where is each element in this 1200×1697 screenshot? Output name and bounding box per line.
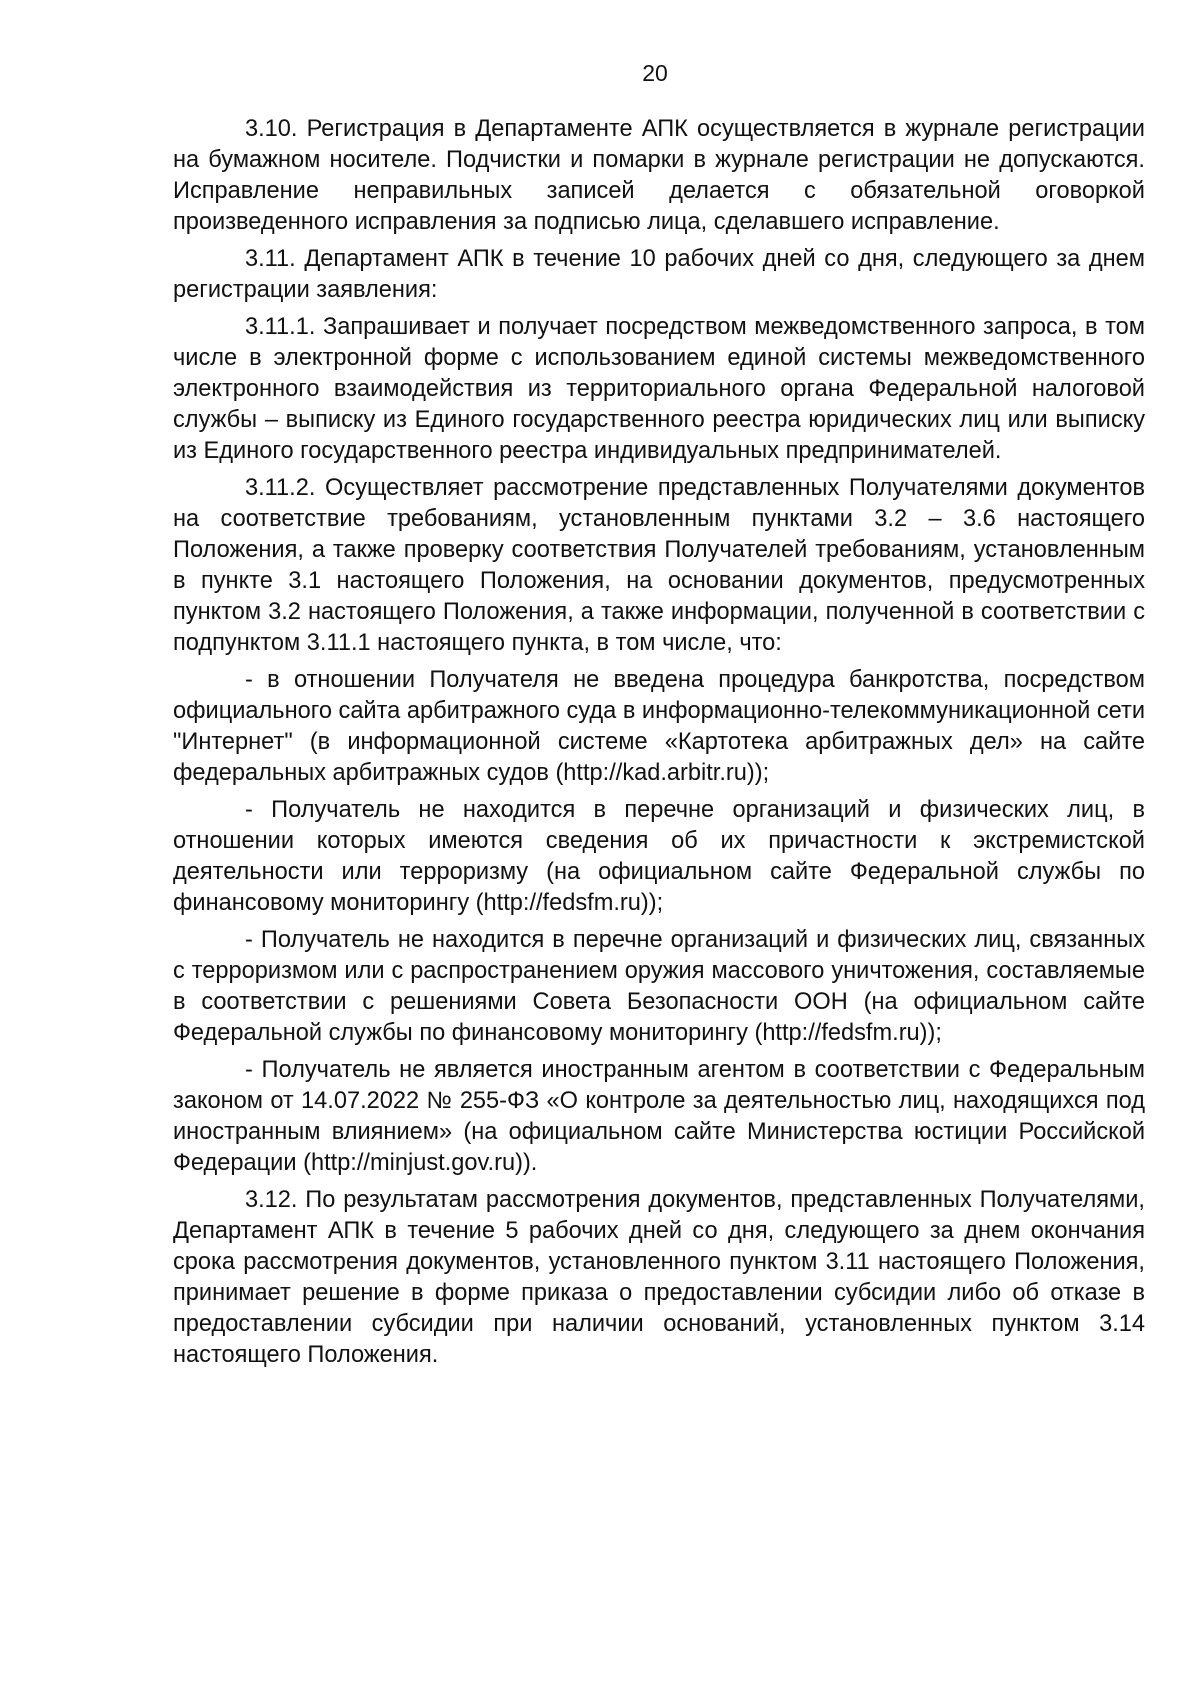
list-item-extremism: - Получатель не находится в перечне организаций и физических лиц, в отношении которых имеются сведения об их причастности к экстремистской деятельности или терроризму (на официальном сайте Федеральной службы по финансовому мониторингу (http://fedsfm.ru)); xyxy=(173,797,1145,916)
paragraph-3-12: 3.12. По результатам рассмотрения документов, представленных Получателями, Департамент АПК в течение 5 рабочих дней со дня, следующего за днем окончания срока рассмотрения документов, установленного пунктом 3.11 настоящего Положения, принимает решение в форме приказа о предоставлении субсидии либо об отказе в предоставлении субсидии при наличии оснований, установленных пунктом 3.14 настоящего Положения. xyxy=(173,1187,1145,1368)
document-body xyxy=(173,114,1145,1377)
page-number: 20 xyxy=(642,60,668,86)
paragraph-3-10: 3.10. Регистрация в Департаменте АПК осуществляется в журнале регистрации на бумажном носителе. Подчистки и помарки в журнале регистрации не допускаются. Исправление неправильных записей делается с обязательной оговоркой произведенного исправления за подписью лица, сделавшего исправление. xyxy=(173,116,1145,235)
paragraph-3-11-1: 3.11.1. Запрашивает и получает посредством межведомственного запроса, в том числе в электронной форме с использованием единой системы межведомственного электронного взаимодействия из территориального органа Федеральной налоговой службы – выписку из Единого государственного реестра юридических лиц или выписку из Единого государственного реестра индивидуальных предпринимателей. xyxy=(173,314,1145,464)
list-item-bankruptcy: - в отношении Получателя не введена процедура банкротства, посредством официального сайта арбитражного суда в информационно-телекоммуникационной сети "Интернет" (в информационной системе «Картотека арбитражных дел» на сайте федеральных арбитражных судов (http://kad.arbitr.ru)); xyxy=(173,667,1145,786)
paragraph-3-11-2: 3.11.2. Осуществляет рассмотрение представленных Получателями документов на соответствие требованиям, установленным пунктами 3.2 – 3.6 настоящего Положения, а также проверку соответствия Получателей требованиям, установленным в пункте 3.1 настоящего Положения, на основании документов, предусмотренных пунктом 3.2 настоящего Положения, а также информации, полученной в соответствии с подпунктом 3.11.1 настоящего пункта, в том числе, что: xyxy=(173,475,1145,656)
list-item-foreign-agent: - Получатель не является иностранным агентом в соответствии с Федеральным законом от 14.07.2022 № 255-ФЗ «О контроле за деятельностью лиц, находящихся под иностранным влиянием» (на официальном сайте Министерства юстиции Российской Федерации (http://minjust.gov.ru)). xyxy=(173,1057,1145,1176)
list-item-terrorism: - Получатель не находится в перечне организаций и физических лиц, связанных с терроризмом или с распространением оружия массового уничтожения, составляемые в соответствии с решениями Совета Безопасности ООН (на официальном сайте Федеральной службы по финансовому мониторингу (http://fedsfm.ru)); xyxy=(173,927,1145,1046)
paragraph-3-11: 3.11. Департамент АПК в течение 10 рабочих дней со дня, следующего за днем регистрации заявления: xyxy=(173,246,1145,303)
